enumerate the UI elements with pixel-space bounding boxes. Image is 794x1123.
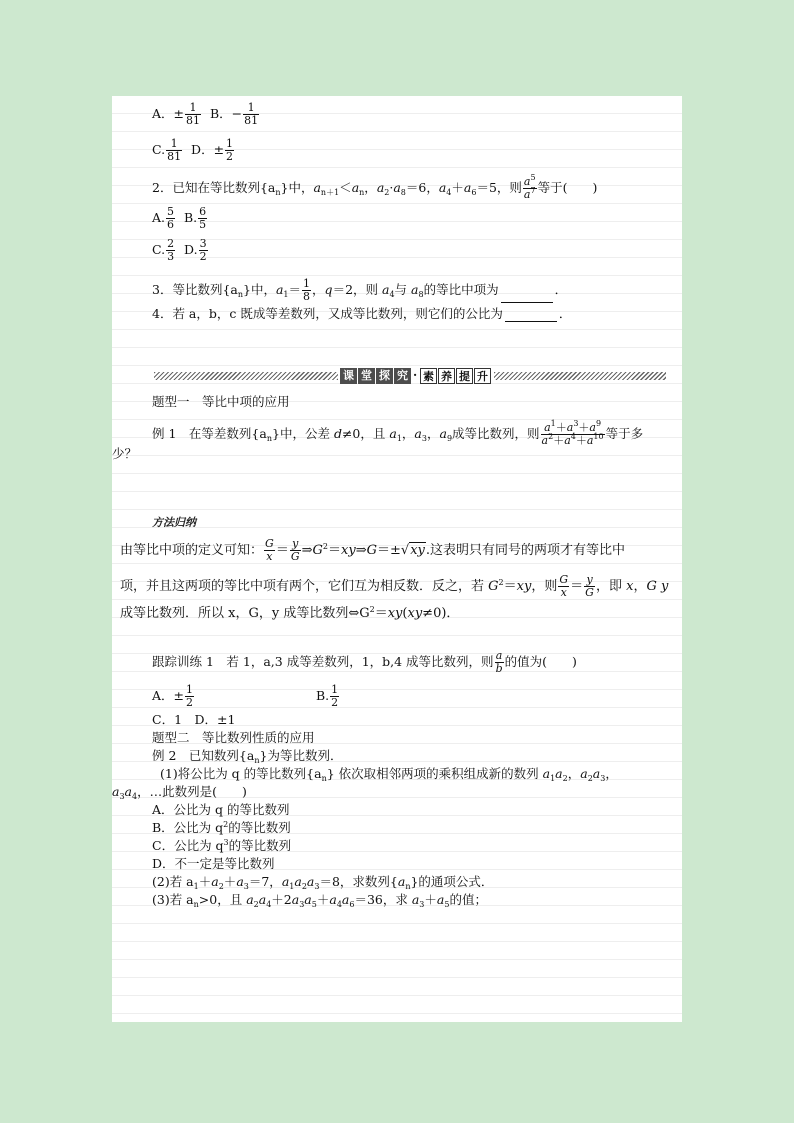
example-2-part-2: (2)若 $a_1+a_2+a_3=7$，$a_1a_2a_3=8$，求数列$\{a_n\}$的通项公式． bbox=[152, 874, 494, 891]
method-line-3: 成等比数列．所以 x，G，y 成等比数列$\Leftrightarrow G^2=xy(xy\ne 0)$． bbox=[120, 605, 460, 621]
q2-options-cd: C. $\frac{2}{3}$ D. $\frac{3}{2}$ bbox=[152, 237, 207, 263]
example-1-wrap: 少？ bbox=[112, 446, 138, 461]
example-2-part-1-wrap: $a_3a_4$，…此数列是( ) bbox=[112, 784, 247, 801]
tracking-exercise-1: 跟踪训练 1 若 1，a,3 成等差数列，1，b,4 成等比数列，则 $\frac{a}{b}$ 的值为( ) bbox=[152, 649, 577, 675]
banner-label-left: 课 堂 探 究 bbox=[340, 368, 411, 384]
ex2-option-d: D．不一定是等比数列 bbox=[152, 856, 275, 871]
answer-blank bbox=[501, 290, 553, 303]
example-2-title: 例 2 已知数列$\{a_n\}$为等比数列． bbox=[152, 748, 343, 765]
q2-options-ab: A. $\frac{5}{6}$ B. $\frac{6}{5}$ bbox=[152, 205, 207, 231]
question-4: 4．若 a，b，c 既成等差数列，又成等比数列，则它们的公比为 ． bbox=[152, 306, 572, 321]
question-2: 2．已知在等比数列$\{a_n\}$中，$a_{n+1}<a_n$，$a_2\cdot a_8=6$，$a_4+a_6=5$，则 $\frac{a^5}{a^7}$ 等于( ) bbox=[152, 173, 598, 201]
example-1: 例 1 在等差数列$\{a_n\}$中，公差 d≠0，且 $a_1$，$a_3$，$a_9$成等比数列，则 $\frac{a^1+a^3+a^9}{a^2+a^4+a^{10}}$ 等于多 bbox=[152, 419, 644, 447]
document-page bbox=[112, 96, 682, 1022]
method-line-2: 项，并且这两项的等比中项有两个，它们互为相反数．反之，若 $G^2=xy$，则 $\frac{G}{x}$ ＝ $\frac{y}{G}$ ，即 x，G y bbox=[120, 573, 669, 599]
banner-hatch-left bbox=[154, 372, 338, 380]
banner-label-right: 素 养 提 升 bbox=[420, 368, 491, 384]
method-heading: 方法归纳 bbox=[152, 516, 196, 529]
q1-options-ab: A．± $\frac{1}{81}$ B．− $\frac{1}{81}$ bbox=[152, 101, 259, 127]
method-line-1: 由等比中项的定义可知： $\frac{G}{x}$ ＝ $\frac{y}{G}$ $\Rightarrow G^2=xy\Rightarrow G=\pm√xy$.这表明只有同号的两项才有等比中 bbox=[120, 537, 626, 563]
section-banner bbox=[154, 368, 666, 384]
banner-hatch-right bbox=[494, 372, 666, 380]
track1-option-b: B. $\frac{1}{2}$ bbox=[316, 683, 339, 709]
track1-options-ab: A．± $\frac{1}{2}$ bbox=[152, 683, 194, 709]
ex2-option-c: C．公比为 $q^3$的等比数列 bbox=[152, 838, 292, 853]
banner-dot: · bbox=[413, 368, 418, 382]
ex2-option-b: B．公比为 $q^2$的等比数列 bbox=[152, 820, 291, 835]
track1-options-cd: C．1 D．±1 bbox=[152, 712, 236, 727]
question-3: 3．等比数列$\{a_n\}$中，$a_1=$ $\frac{1}{8}$ ，q＝2，则 $a_4$与 $a_8$的等比中项为 ． bbox=[152, 277, 568, 303]
example-2-part-1: (1)将公比为 q 的等比数列$\{a_n\}$ 依次取相邻两项的乘积组成新的数列 $a_1a_2$，$a_2a_3$， bbox=[160, 766, 618, 783]
answer-blank bbox=[505, 309, 557, 322]
ex2-option-a: A．公比为 q 的等比数列 bbox=[152, 802, 290, 817]
type-2-title: 题型二 等比数列性质的应用 bbox=[152, 730, 315, 745]
type-1-title: 题型一 等比中项的应用 bbox=[152, 394, 290, 409]
q1-options-cd: C. $\frac{1}{81}$ D．± $\frac{1}{2}$ bbox=[152, 137, 234, 163]
example-2-part-3: (3)若 $a_n>0$，且 $a_2a_4+2a_3a_5+a_4a_6=36$，求 $a_3+a_5$的值； bbox=[152, 892, 487, 909]
